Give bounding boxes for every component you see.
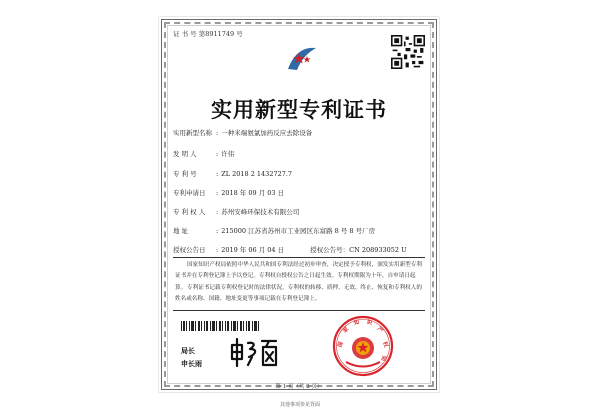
- divider-bottom: [173, 310, 425, 311]
- certificate-title: 实用新型专利证书: [211, 97, 387, 122]
- svg-text:识: 识: [365, 319, 373, 327]
- legal-status-statement: 专利证书记载专利权登记时的法律状况。专利权的转移、质押、无效、终止、恢复和专利权人的姓名或名称、国籍、地址变更等事项记载在专利登记簿上。: [175, 285, 422, 303]
- back-note: 其他事项参见背面: [279, 402, 320, 408]
- field-address: 地 址 : 215000 江苏省苏州市工业园区东富路 8 号 8 号厂房: [173, 227, 376, 235]
- field-grant-date: 授权公告日 : 2019 年 06 月 04 日 授权公告号：CN 208933052 U: [173, 246, 407, 254]
- field-application-date: 专利申请日 : 2018 年 09 月 03 日: [173, 189, 285, 197]
- page-number: 第 1 页（共 2 页）: [275, 384, 323, 390]
- field-patentee: 专 利 权 人 : 苏州安峰环保技术有限公司: [173, 208, 300, 216]
- emblem-icon: [285, 43, 319, 73]
- qr-code-icon: [391, 35, 425, 69]
- signature-image: [228, 335, 280, 369]
- divider-top: [173, 257, 425, 258]
- svg-text:产: 产: [375, 326, 384, 335]
- certificate-number: 证 书 号 第8911749 号: [173, 30, 243, 38]
- svg-text:家: 家: [342, 326, 351, 335]
- grant-publication-number: 授权公告号：CN 208933052 U: [310, 246, 407, 254]
- svg-text:局: 局: [379, 354, 387, 362]
- svg-text:权: 权: [381, 341, 389, 349]
- director-name: 申长雨: [181, 359, 202, 368]
- official-seal-icon: [332, 315, 394, 377]
- svg-text:知: 知: [353, 319, 361, 327]
- field-patent-number: 专 利 号 : ZL 2018 2 1432727.7: [173, 170, 293, 178]
- certificate-paper: [159, 17, 439, 392]
- grant-statement: 国家知识产权局依照中华人民共和国专利法经过初步审查，决定授予专利权，颁发实用新型专利证书并在专利登记簿上予以登记。专利权自授权公告之日起生效。专利权期限为十年，自申请日起算。: [175, 262, 422, 291]
- svg-text:国: 国: [337, 341, 345, 349]
- barcode-icon: [181, 321, 261, 331]
- field-utility-model-name: 实用新型名称 : 一种米端氨氯加药反应去除设备: [173, 129, 313, 137]
- field-inventor: 发 明 人 : 许伟: [173, 150, 235, 158]
- director-title: 局长: [181, 346, 195, 355]
